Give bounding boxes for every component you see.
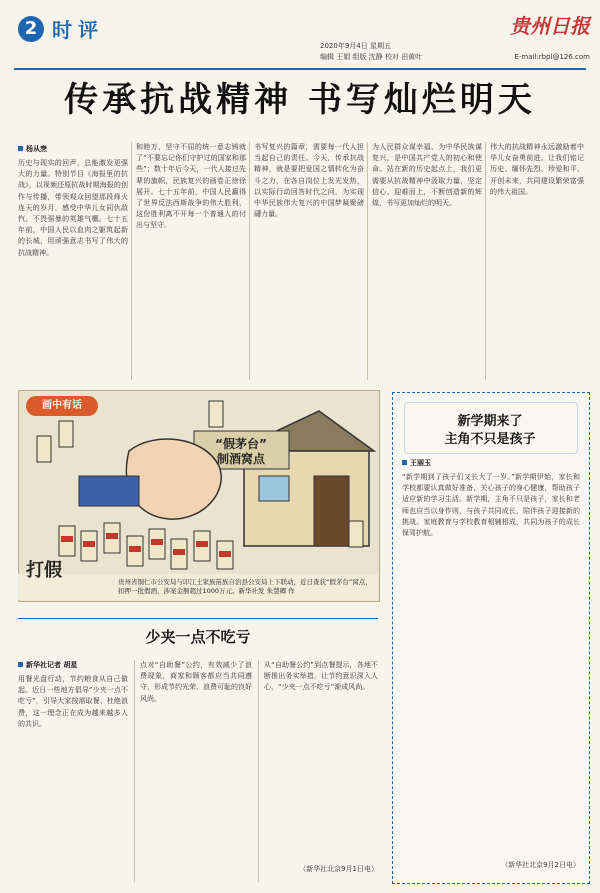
date-line: 2020年9月4日 星期五 bbox=[320, 42, 391, 50]
box-article-author: 王丽玉 bbox=[402, 458, 431, 468]
bottom-article-column-2: 点对“自助餐”公约，有效减少了浪费现象，商家和顾客都应当共同遵守，形成节约光荣、浪费可耻的良好风尚。 bbox=[140, 661, 252, 703]
article-author: 杨从焘 bbox=[18, 144, 47, 154]
column-divider bbox=[131, 142, 132, 380]
header-rule bbox=[14, 68, 586, 70]
house-window bbox=[259, 476, 289, 501]
email-line: E-mail:rbpl@126.com bbox=[514, 53, 590, 61]
cartoon-caption: 贵州省铜仁市公安局与印江土家族苗族自治县公安局上下联动，近日查获“假茅台”窝点，扣押一批假酒，涉案金额超过1000万元。新华社发 朱慧卿 作 bbox=[118, 578, 372, 595]
article-column-4: 为人民群众谋幸福、为中华民族谋复兴，是中国共产党人的初心和使命。站在新的历史起点上，我们更需要从抗战精神中汲取力量，坚定信心、迎难而上，不断创造新的辉煌，书写更加灿烂的明天。 bbox=[372, 143, 482, 208]
page-number-badge: 2 bbox=[18, 16, 44, 42]
article-column-1: 历史与现实的回声，总能激发更强大的力量。特别节目《海报里的抗战》，以视频还原抗战时期海报的创作与传播，带领观众回望那段烽火连天的岁月，感受中华儿女同仇敌忾、不畏强暴的英雄气概。七十五年前，中国人民以血肉之躯筑起新的长城，用顽强意志书写了伟大的抗战精神。 bbox=[18, 159, 128, 257]
section-title: 时评 bbox=[52, 18, 104, 42]
bottom-article-title: 少夹一点不吃亏 bbox=[145, 628, 251, 646]
newspaper-logo: 贵州日报 bbox=[510, 14, 590, 38]
bottom-article-author: 新华社记者 胡星 bbox=[18, 660, 77, 670]
column-divider bbox=[249, 142, 250, 380]
column-divider bbox=[485, 142, 486, 380]
svg-text:“假茅台”: “假茅台” bbox=[215, 437, 267, 451]
police-sleeve bbox=[79, 476, 139, 506]
bottom-article-column-1: 用餐光盘行动，节约粮食从自己做起。近日一些地方倡导“少夹一点不吃亏”，引导大家按需取餐、杜绝浪费，这一理念正在成为越来越多人的共识。 bbox=[18, 675, 128, 728]
column-divider bbox=[367, 142, 368, 380]
cartoon-title: 打假 bbox=[26, 560, 62, 581]
house-door bbox=[314, 476, 349, 546]
cartoon-section-tag: 画中有话 bbox=[26, 396, 98, 416]
cartoon-illustration bbox=[19, 391, 379, 601]
column-divider bbox=[258, 660, 259, 882]
box-article-title-line2: 主角不只是孩子 bbox=[444, 432, 536, 447]
main-headline: 传承抗战精神 书写灿烂明天 bbox=[64, 80, 536, 120]
bottom-article-column-3: 从“自助餐公约”到点餐提示，各地不断推出务实举措，让节约意识深入人心，“少夹一点不吃亏”渐成风尚。 bbox=[264, 661, 378, 692]
bottom-article-source: （新华社北京9月1日电） bbox=[299, 865, 378, 873]
box-article-body: “新学期到了孩子们又长大了一岁。”新学期伊始，家长和学校都要认真做好准备，关心孩子的身心健康，帮助孩子适应新的学习生活。新学期，主角不只是孩子，家长和老师也应当以身作则，与孩子共同成长，陪伴孩子迎接新的挑战。家庭教育与学校教育相辅相成，共同为孩子的成长保驾护航。 bbox=[402, 473, 580, 538]
fist-shape bbox=[126, 439, 221, 519]
bottom-section-rule bbox=[18, 618, 378, 619]
box-article-title-line1: 新学期来了 bbox=[457, 414, 523, 429]
column-divider bbox=[134, 660, 135, 882]
article-column-2: 和睦万，坚守不屈的统一意志铸就了“不要忘记你们守护过的国家和那些”；数十年后今天，一代人接过先辈的旗帜，民族复兴的画卷正徐徐展开。七十五年前，中国人民赢得了世界反法西斯战争的伟大胜利，这份胜利离不开每一个普通人的付出与坚守。 bbox=[136, 143, 246, 230]
article-column-3: 书写复兴的篇章，需要每一代人担当起自己的责任。今天，传承抗战精神，就是要把爱国之情转化为奋斗之力，在各自岗位上发光发热，以实际行动回答时代之问，为实现中华民族伟大复兴的中国梦凝聚磅礴力量。 bbox=[254, 143, 364, 219]
svg-text:制酒窝点: 制酒窝点 bbox=[216, 452, 266, 466]
article-column-5: 伟大的抗战精神永远激励着中华儿女奋勇前进。让我们铭记历史、缅怀先烈、珍爱和平、开创未来，共同建设繁荣富强的伟大祖国。 bbox=[490, 143, 584, 196]
box-article-source: （新华社北京9月2日电） bbox=[501, 861, 580, 869]
editors-line: 编辑 王娟 组版 沈静 校对 田黄叶 bbox=[320, 53, 423, 61]
editorial-cartoon bbox=[18, 390, 380, 602]
